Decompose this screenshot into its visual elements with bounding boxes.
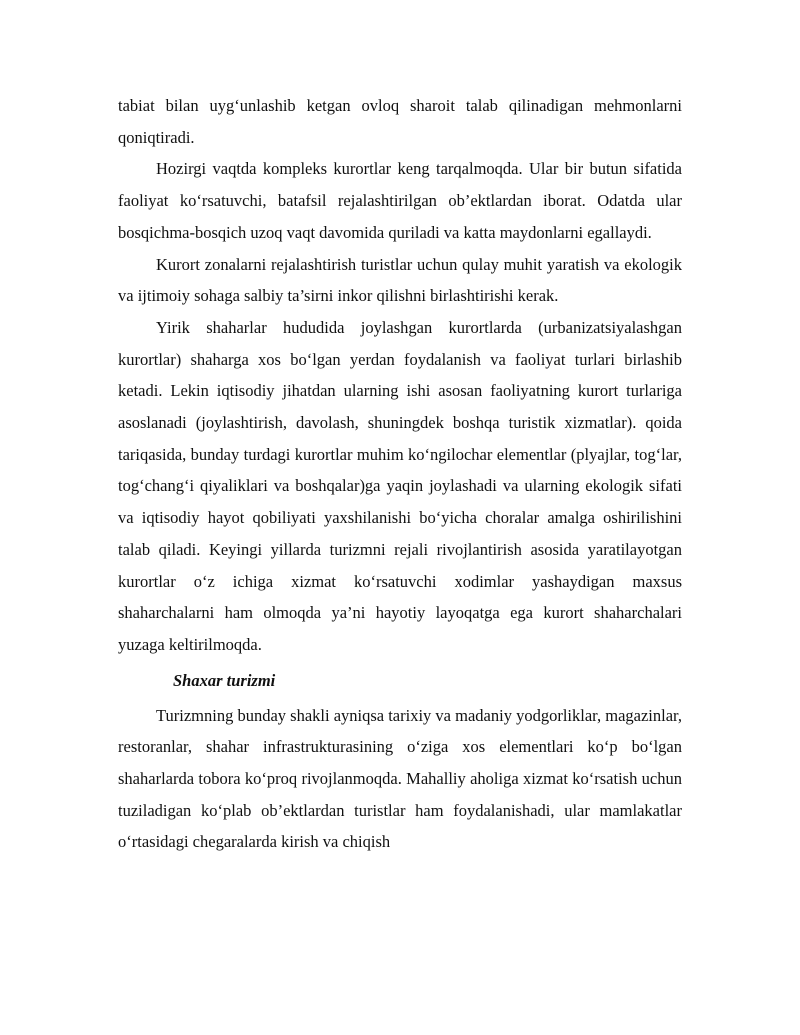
paragraph-complex-resorts: Hozirgi vaqtda kompleks kurortlar keng tarqalmoqda. Ular bir butun sifatida faoliyat ko‘rsatuvchi, batafsil rejalashtirilgan ob’ektlardan iborat. Odatda ular bosqichma-bosqich uzoq vaqt davomida quriladi va katta maydonlarni egallaydi. bbox=[118, 159, 682, 242]
paragraph-city-tourism: Turizmning bunday shakli ayniqsa tarixiy va madaniy yodgorliklar, magazinlar, restoranlar, shahar infrastrukturasining o‘ziga xos elementlari ko‘p bo‘lgan shaharlarda tobora ko‘proq rivojlanmoqda. Mahalliy aholiga xizmat ko‘rsatish uchun tuziladigan ko‘plab ob’ektlardan turistlar ham foydalanishadi, ular mamlakatlar o‘rtasidagi chegaralarda kirish va chiqish bbox=[118, 705, 682, 852]
paragraph-resort-planning: Kurort zonalarni rejalashtirish turistlar uchun qulay muhit yaratish va ekologik va ijtimoiy sohaga salbiy ta’sirni inkor qilishni birlashtirishi kerak. bbox=[118, 254, 682, 306]
paragraph-urban-resorts: Yirik shaharlar hududida joylashgan kurortlarda (urbanizatsiyalashgan kurortlar) shaharga xos bo‘lgan yerdan foydalanish va faoliyat turlari birlashib ketadi. Lekin iqtisodiy jihatdan ularning ishi asosan faoliyatning kurort turlariga asoslanadi (joylashtirish, davolash, shuningdek boshqa turistik xizmatlar). qoida tariqasida, bunday turdagi kurortlar muhim ko‘ngilochar elementlar (plyajlar, tog‘lar, tog‘chang‘i qiyaliklari va boshqalar)ga yaqin joylashadi va ularning ekologik sifati va iqtisodiy hayot qobiliyati yaxshilanishi bo‘yicha choralar amalga oshirilishini talab qiladi. Keyingi yillarda turizmni rejali rivojlantirish asosida yaratilayotgan kurortlar o‘z ichiga xizmat ko‘rsatuvchi xodimlar yashaydigan maxsus shaharchalarni ham olmoqda ya’ni hayotiy layoqatga ega kurort shaharchalari yuzaga keltirilmoqda. bbox=[118, 317, 682, 654]
section-heading: Shaxar turizmi bbox=[173, 670, 276, 690]
paragraph-continuation: tabiat bilan uyg‘unlashib ketgan ovloq sharoit talab qilinadigan mehmonlarni qoniqtiradi. bbox=[118, 96, 682, 147]
document-page bbox=[118, 90, 682, 858]
